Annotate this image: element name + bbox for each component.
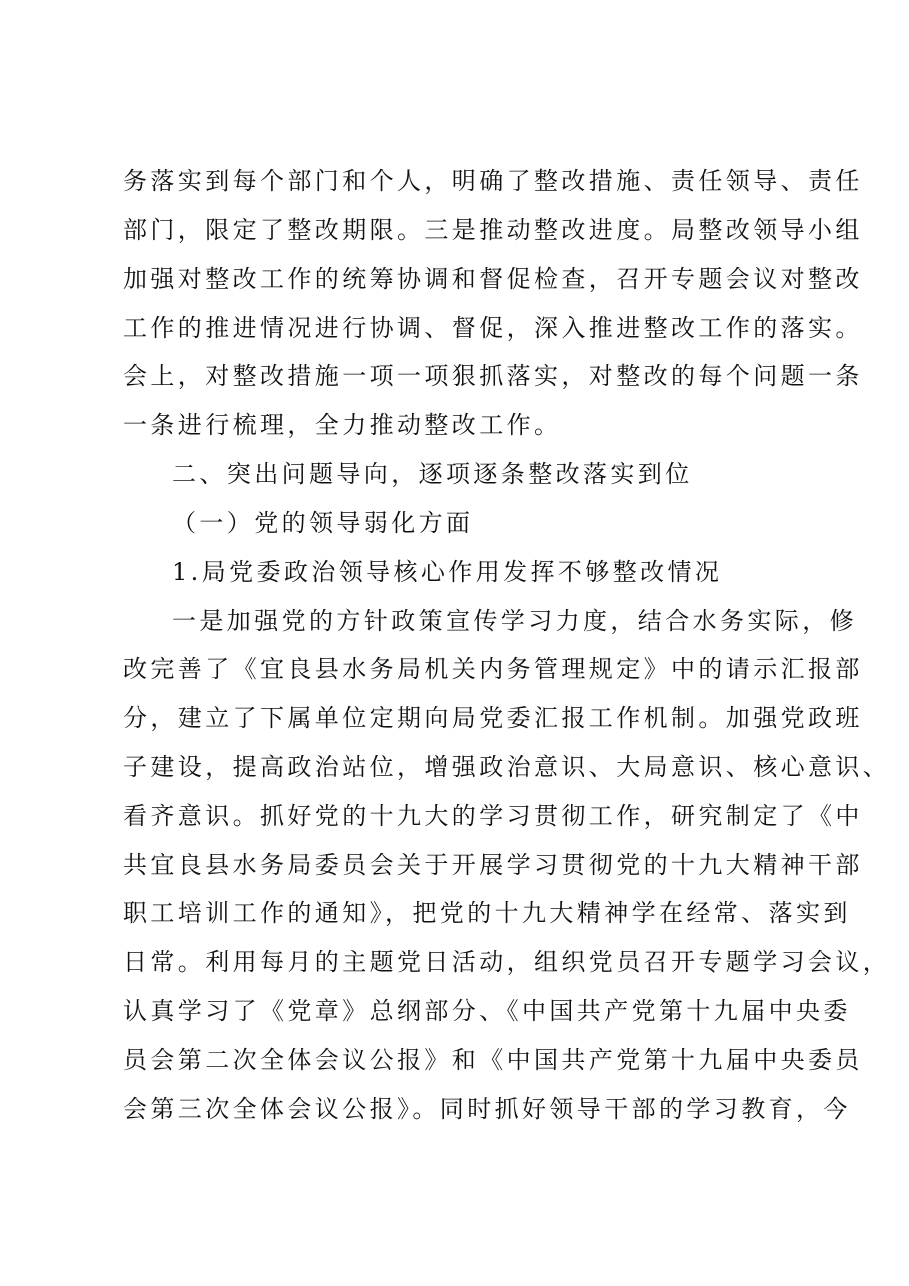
paragraph-line: 部门，限定了整改期限。三是推动整改进度。局整改领导小组 xyxy=(123,216,863,244)
paragraph-line: 一是加强党的方针政策宣传学习力度，结合水务实际，修 xyxy=(172,607,857,635)
paragraph-line: 职工培训工作的通知》，把党的十九大精神学在经常、落实到 xyxy=(123,899,851,927)
paragraph-line: 共宜良县水务局委员会关于开展学习贯彻党的十九大精神干部 xyxy=(123,851,863,879)
paragraph-line: 一条进行梳理，全力推动整改工作。 xyxy=(123,411,562,439)
paragraph-line: 认真学习了《党章》总纲部分、《中国共产党第十九届中央委 xyxy=(123,997,851,1025)
paragraph-line: 务落实到每个部门和个人，明确了整改措施、责任领导、责任 xyxy=(123,167,863,195)
section-heading: 二、突出问题导向，逐项逐条整改落实到位 xyxy=(172,460,693,488)
paragraph-line: 加强对整改工作的统筹协调和督促检查，召开专题会议对整改 xyxy=(123,265,863,293)
subsection-heading: （一）党的领导弱化方面 xyxy=(172,509,474,537)
paragraph-line: 日常。利用每月的主题党日活动，组织党员召开专题学习会议， xyxy=(123,948,891,976)
paragraph-line: 会上，对整改措施一项一项狠抓落实，对整改的每个问题一条 xyxy=(123,362,863,390)
paragraph-line: 分，建立了下属单位定期向局党委汇报工作机制。加强党政班 xyxy=(123,704,863,732)
paragraph-line: 会第三次全体会议公报》。同时抓好领导干部的学习教育，今 xyxy=(123,1095,851,1123)
paragraph-line: 工作的推进情况进行协调、督促，深入推进整改工作的落实。 xyxy=(123,314,863,342)
paragraph-line: 员会第二次全体会议公报》和《中国共产党第十九届中央委员 xyxy=(123,1046,863,1074)
paragraph-line: 看齐意识。抓好党的十九大的学习贯彻工作，研究制定了《中 xyxy=(123,802,863,830)
paragraph-line: 子建设，提高政治站位，增强政治意识、大局意识、核心意识、 xyxy=(123,753,891,781)
item-heading: 1.局党委政治领导核心作用发挥不够整改情况 xyxy=(172,558,723,586)
paragraph-line: 改完善了《宜良县水务局机关内务管理规定》中的请示汇报部 xyxy=(123,655,863,683)
